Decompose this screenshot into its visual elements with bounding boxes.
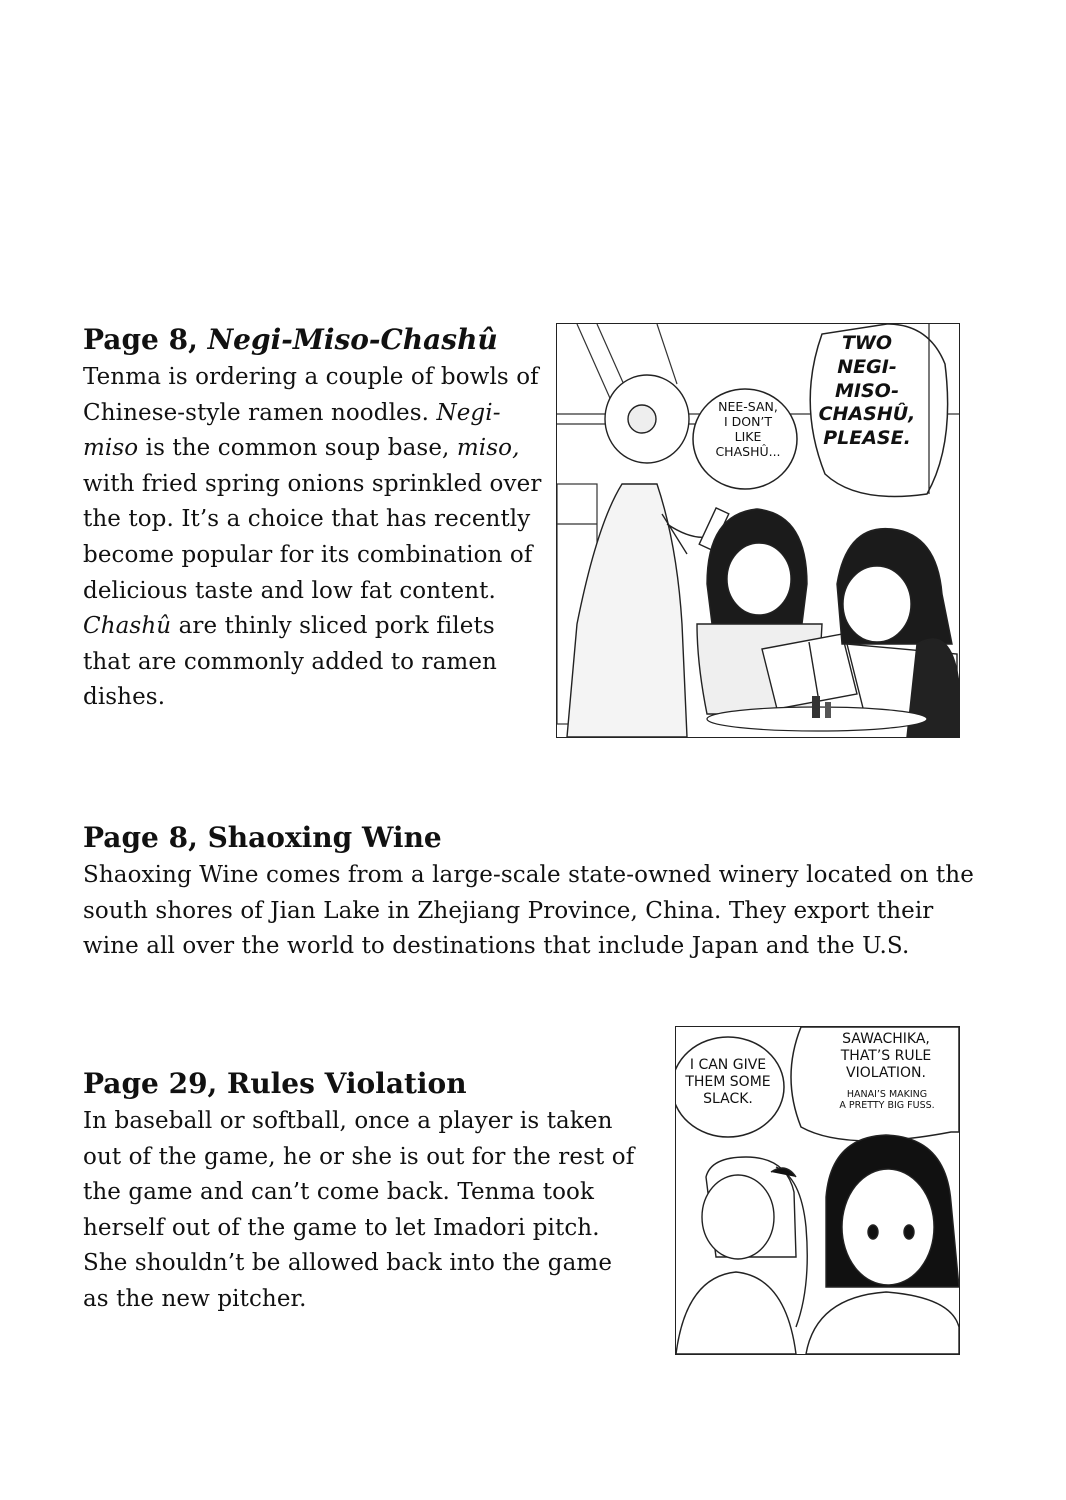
speech-bubble-sawachika: SAWACHIKA, THAT’S RULE VIOLATION. bbox=[840, 1031, 932, 1081]
note-heading: Page 8, Shaoxing Wine bbox=[83, 821, 442, 854]
heading-prefix: Page 8, bbox=[83, 323, 208, 356]
speech-bubble-nee-san: NEE-SAN, I DON’T LIKE CHASHÛ... bbox=[715, 399, 781, 459]
note-heading bbox=[83, 322, 543, 358]
italic-term: Negi-miso bbox=[83, 399, 501, 462]
body-text: is the common soup base, bbox=[138, 435, 457, 462]
heading-emphasis: Negi-Miso-Chashû bbox=[207, 323, 498, 356]
note-body bbox=[83, 360, 543, 716]
speech-bubble-hanai-note: HANAI’S MAKING A PRETTY BIG FUSS. bbox=[839, 1089, 935, 1112]
italic-term: miso, bbox=[456, 435, 520, 462]
body-text: are thinly sliced pork filets that are commonly added to ramen dishes. bbox=[83, 613, 497, 711]
note-body: Shaoxing Wine comes from a large-scale state-owned winery located on the south shores of Jian Lake in Zhejiang Province, China. They export their wine all over the world to destinations that include Japan and the U.S. bbox=[83, 862, 974, 960]
body-text: Tenma is ordering a couple of bowls of Chinese-style ramen noodles. bbox=[83, 364, 539, 426]
note-rules-violation bbox=[83, 1066, 643, 1318]
note-heading: Page 29, Rules Violation bbox=[83, 1067, 467, 1100]
speech-bubble-order: TWO NEGI- MISO- CHASHÛ, PLEASE. bbox=[818, 332, 916, 449]
note-negi-miso-chashu bbox=[83, 322, 543, 716]
manga-panel-ramen-order bbox=[556, 323, 960, 738]
note-shaoxing-wine bbox=[83, 820, 983, 965]
speech-bubble-slack: I CAN GIVE THEM SOME SLACK. bbox=[685, 1057, 771, 1107]
body-text: with fried spring onions sprinkled over the top. It’s a choice that has recently become popular for its combination of delicious taste and low fat content. bbox=[83, 470, 542, 604]
italic-term: Chashû bbox=[83, 613, 172, 640]
manga-panel-rules-violation bbox=[675, 1026, 960, 1355]
note-body: In baseball or softball, once a player is taken out of the game, he or she is out for the rest of the game and can’t come back. Tenma took herself out of the game to let Imadori pitch. She shouldn’t be allowed back into the game as the new pitcher. bbox=[83, 1108, 635, 1312]
